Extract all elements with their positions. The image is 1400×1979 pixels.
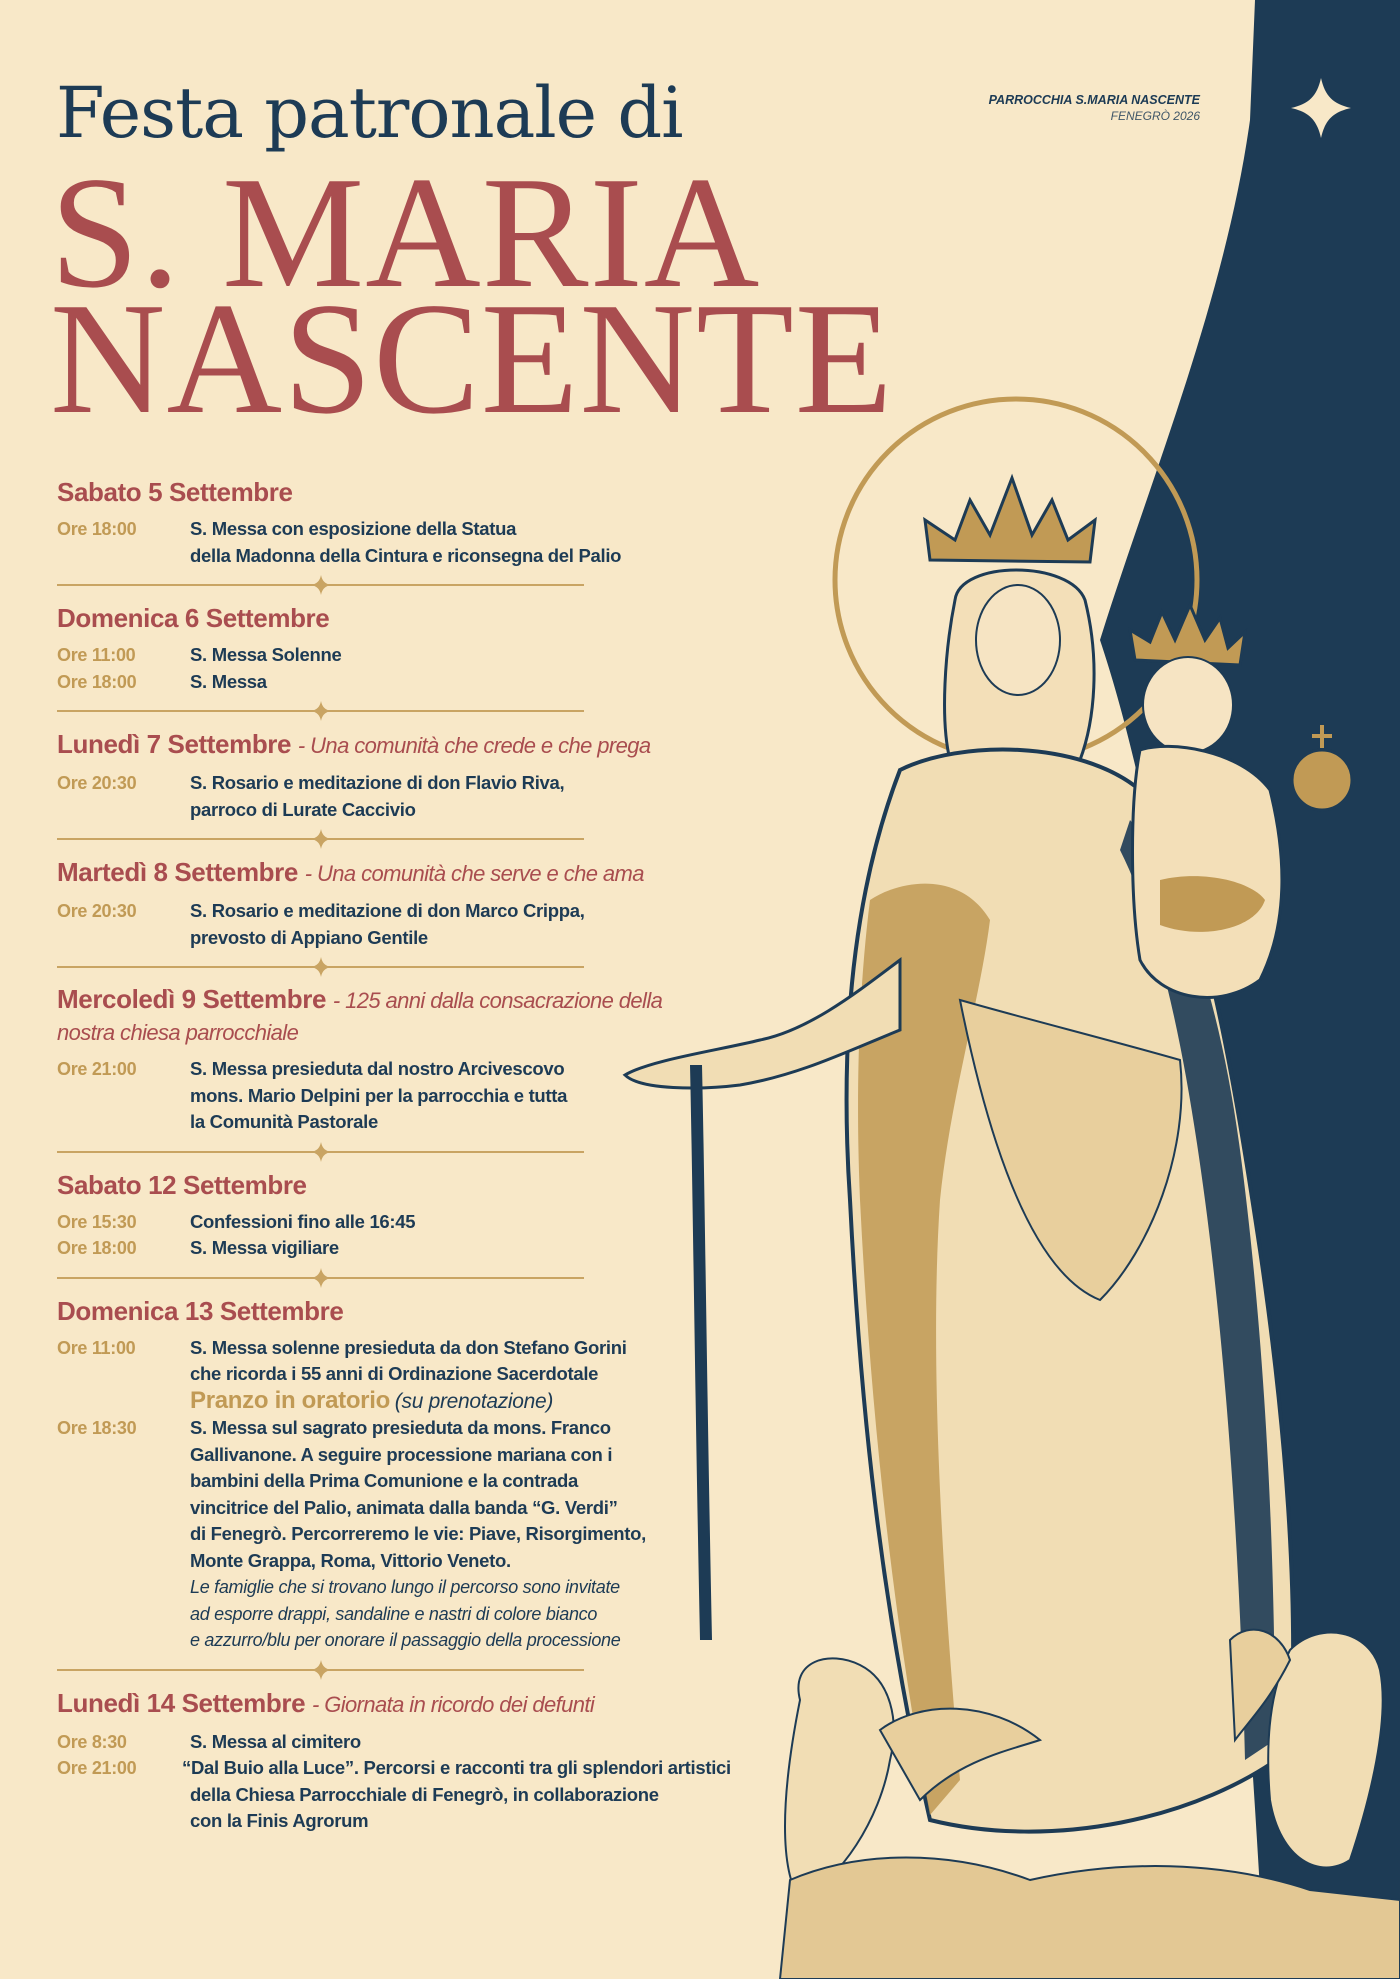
event-row xyxy=(57,642,777,669)
event-line: di Fenegrò. Percorreremo le vie: Piave, Risorgimento, xyxy=(190,1523,647,1544)
section-divider xyxy=(57,829,584,849)
event-list xyxy=(57,642,777,695)
day-heading xyxy=(57,728,777,762)
event-line: mons. Mario Delpini per la parrocchia e tutta xyxy=(190,1084,568,1106)
event-line: S. Messa xyxy=(190,670,267,692)
event-list xyxy=(57,1335,777,1654)
parish-name: PARROCCHIA S.MARIA NASCENTE xyxy=(988,93,1200,107)
program-day xyxy=(57,602,777,695)
day-date: Domenica 13 Settembre xyxy=(57,1295,344,1326)
event-time: Ore 18:30 xyxy=(57,1418,137,1438)
event-time: Ore 11:00 xyxy=(57,645,136,665)
event-list xyxy=(57,1209,777,1262)
program-day xyxy=(57,476,777,569)
day-date: Lunedì 7 Settembre xyxy=(57,729,292,759)
section-divider xyxy=(57,957,584,977)
day-date: Sabato 5 Settembre xyxy=(57,477,293,507)
day-date: Martedì 8 Settembre xyxy=(57,857,298,887)
parish-place-year: FENEGRÒ 2026 xyxy=(1110,109,1200,123)
program-day xyxy=(57,984,777,1136)
title-subheading: Festa patronale di xyxy=(56,72,683,154)
event-list xyxy=(57,516,777,569)
event-description xyxy=(190,642,341,669)
event-time: Ore 18:00 xyxy=(57,519,137,539)
parish-header xyxy=(985,92,1200,124)
event-line: Monte Grappa, Roma, Vittorio Veneto. xyxy=(190,1549,511,1571)
event-line: S. Messa presieduta dal nostro Arcivescovo xyxy=(190,1058,565,1079)
day-theme: - 125 anni dalla consacrazione della nostra chiesa parrocchiale xyxy=(57,988,663,1045)
event-line: parroco di Lurate Caccivio xyxy=(190,798,416,820)
event-time: Ore 15:30 xyxy=(57,1211,137,1232)
event-line: Confessioni fino alle 16:45 xyxy=(190,1210,416,1232)
event-line: prevosto di Appiano Gentile xyxy=(190,926,428,948)
event-line: “Dal Buio alla Luce”. Percorsi e racconti tra gli splendori artistici xyxy=(182,1757,731,1778)
event-time: Ore 18:00 xyxy=(57,1238,137,1258)
day-heading xyxy=(57,476,777,508)
section-divider xyxy=(57,1268,584,1288)
day-date: Domenica 6 Settembre xyxy=(57,603,330,633)
day-theme: - Una comunità che crede e che prega xyxy=(297,733,651,758)
event-line: S. Rosario e meditazione di don Flavio Riva, xyxy=(190,772,565,793)
event-row xyxy=(57,1235,777,1262)
four-point-star-icon xyxy=(311,1660,331,1680)
event-row xyxy=(57,898,777,951)
event-row xyxy=(57,516,777,569)
four-point-star-icon xyxy=(311,575,331,595)
day-heading xyxy=(57,1169,777,1201)
title-line-1: S. MARIA xyxy=(50,143,761,321)
event-list xyxy=(57,1729,777,1835)
event-description xyxy=(190,1388,553,1416)
event-line: S. Messa solenne presieduta da don Stefano Gorini xyxy=(190,1336,627,1358)
day-date: Mercoledì 9 Settembre xyxy=(57,984,327,1014)
event-description xyxy=(190,1235,339,1262)
event-line: vincitrice del Palio, animata dalla banda “G. Verdi” xyxy=(190,1496,618,1518)
event-row xyxy=(57,1209,777,1236)
event-line: della Chiesa Parrocchiale di Fenegrò, in collaborazione xyxy=(190,1783,659,1805)
event-note: ad esporre drappi, sandaline e nastri di colore bianco xyxy=(190,1603,598,1624)
event-row xyxy=(57,1335,777,1388)
event-line: con la Finis Agrorum xyxy=(190,1810,369,1831)
event-line: S. Rosario e meditazione di don Marco Crippa, xyxy=(190,900,585,921)
event-row xyxy=(57,1056,777,1136)
event-line: S. Messa al cimitero xyxy=(190,1730,361,1752)
day-heading xyxy=(57,602,777,634)
event-line: che ricorda i 55 anni di Ordinazione Sacerdotale xyxy=(190,1363,599,1384)
event-row xyxy=(57,669,777,696)
section-divider xyxy=(57,1142,584,1162)
program-day xyxy=(57,1295,777,1654)
event-row xyxy=(57,1755,777,1835)
event-time: Ore 20:30 xyxy=(57,773,137,793)
event-list xyxy=(57,898,777,951)
event-time: Ore 21:00 xyxy=(57,1758,137,1778)
four-point-star-icon xyxy=(311,1268,331,1288)
event-time: Ore 8:30 xyxy=(57,1731,127,1752)
section-divider xyxy=(57,701,584,721)
orb-icon xyxy=(1292,750,1352,810)
lunch-note: (su prenotazione) xyxy=(394,1389,554,1413)
program-day xyxy=(57,1687,777,1835)
event-note: e azzurro/blu per onorare il passaggio della processione xyxy=(190,1630,621,1650)
event-description xyxy=(182,1755,731,1835)
event-line: bambini della Prima Comunione e la contrada xyxy=(190,1470,579,1491)
madonna-crown-icon xyxy=(925,478,1095,562)
day-date: Sabato 12 Settembre xyxy=(57,1169,307,1200)
event-row xyxy=(57,1729,777,1756)
program-day xyxy=(57,856,777,951)
event-row xyxy=(57,1388,777,1416)
event-line: la Comunità Pastorale xyxy=(190,1111,379,1132)
event-description xyxy=(190,1729,361,1756)
section-divider xyxy=(57,575,584,595)
four-point-star-icon xyxy=(311,1142,331,1162)
title-line-2: NASCENTE xyxy=(50,269,894,447)
event-time xyxy=(57,1388,190,1416)
event-description xyxy=(190,1415,646,1654)
day-heading xyxy=(57,1295,777,1327)
event-description xyxy=(190,770,564,823)
event-description xyxy=(190,516,621,569)
event-line: della Madonna della Cintura e riconsegna del Palio xyxy=(190,544,622,566)
four-point-star-icon xyxy=(311,829,331,849)
event-description xyxy=(190,1056,567,1136)
event-note: Le famiglie che si trovano lungo il percorso sono invitate xyxy=(190,1577,620,1597)
event-time: Ore 21:00 xyxy=(57,1059,137,1079)
event-list xyxy=(57,1056,777,1136)
event-line: Gallivanone. A seguire processione mariana con i xyxy=(190,1443,613,1465)
event-time: Ore 11:00 xyxy=(57,1337,136,1358)
event-line: S. Messa con esposizione della Statua xyxy=(190,518,517,539)
festival-program xyxy=(57,476,777,1835)
event-row xyxy=(57,1415,777,1654)
event-description xyxy=(190,669,267,696)
event-line: S. Messa Solenne xyxy=(190,644,342,665)
lunch-label: Pranzo in oratorio xyxy=(190,1386,390,1414)
section-divider xyxy=(57,1660,584,1680)
event-description xyxy=(190,1209,415,1236)
program-day xyxy=(57,728,777,823)
four-point-star-icon xyxy=(311,701,331,721)
day-theme: - Una comunità che serve e che ama xyxy=(304,861,644,886)
day-heading xyxy=(57,984,677,1048)
event-time: Ore 20:30 xyxy=(57,901,137,921)
event-line: S. Messa sul sagrato presieduta da mons. Franco xyxy=(190,1417,611,1438)
day-theme: - Giornata in ricordo dei defunti xyxy=(311,1691,595,1717)
event-description xyxy=(190,1335,627,1388)
program-day xyxy=(57,1169,777,1262)
four-point-star-icon xyxy=(311,957,331,977)
event-description xyxy=(190,898,585,951)
day-date: Lunedì 14 Settembre xyxy=(57,1687,306,1718)
event-line: S. Messa vigiliare xyxy=(190,1237,339,1258)
event-list xyxy=(57,770,777,823)
day-heading xyxy=(57,856,777,890)
event-row xyxy=(57,770,777,823)
day-heading xyxy=(57,1687,777,1721)
event-time: Ore 18:00 xyxy=(57,671,137,692)
